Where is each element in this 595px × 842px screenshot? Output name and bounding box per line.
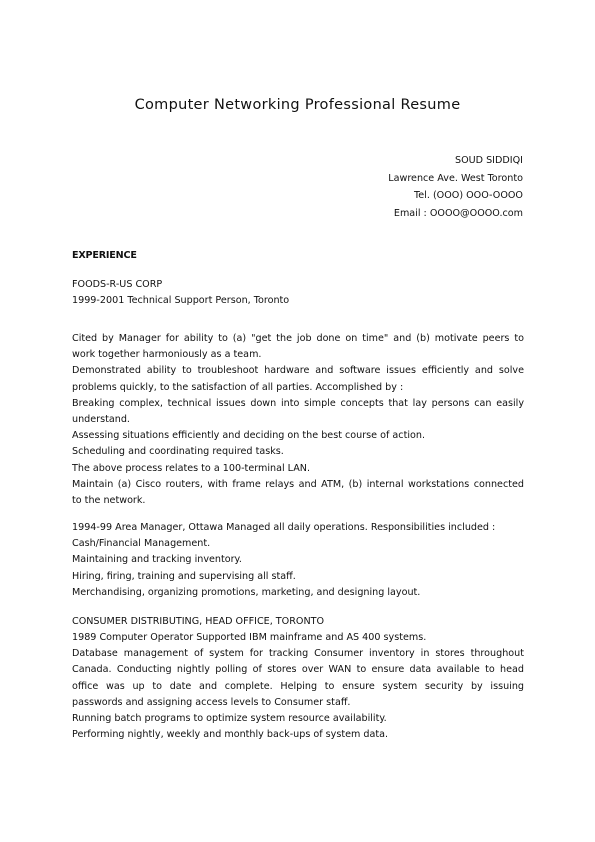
text-line: to the network. xyxy=(72,495,146,507)
ottawa-description xyxy=(72,520,524,601)
text-line: Assessing situations efficiently and deciding on the best course of action. xyxy=(72,430,426,442)
contact-name: SOUD SIDDIQI xyxy=(454,155,523,166)
text-line: understand. xyxy=(72,414,130,426)
text-line: 1994-99 Area Manager, Ottawa Managed all daily operations. Responsibilities included : xyxy=(72,522,496,533)
text-line: Cash/Financial Management. xyxy=(72,538,211,550)
text-line: Breaking complex, technical issues down into simple concepts that lay persons can easily xyxy=(72,397,524,409)
text-line: office was up to date and complete. Helping to ensure system security by issuing xyxy=(72,680,524,692)
text-line: Running batch programs to optimize system resource availability. xyxy=(72,713,387,725)
contact-block xyxy=(388,152,523,222)
consumer-company: CONSUMER DISTRIBUTING, HEAD OFFICE, TORONTO xyxy=(72,616,325,627)
text-line: The above process relates to a 100-terminal LAN. xyxy=(72,462,311,474)
text-line: Canada. Conducting nightly polling of stores over WAN to ensure data available to head xyxy=(72,664,524,676)
foods-description xyxy=(72,331,524,509)
text-line: Maintain (a) Cisco routers, with frame relays and ATM, (b) internal workstations connected xyxy=(72,478,524,490)
contact-address: Lawrence Ave. West Toronto xyxy=(388,172,523,184)
text-line: 1989 Computer Operator Supported IBM mainframe and AS 400 systems. xyxy=(72,632,427,643)
foods-company-block xyxy=(72,277,524,309)
text-line: Merchandising, organizing promotions, marketing, and designing layout. xyxy=(72,586,421,598)
page-title: Computer Networking Professional Resume xyxy=(134,97,461,113)
contact-phone: Tel. (OOO) OOO-OOOO xyxy=(414,190,523,202)
text-line: Database management of system for tracking Consumer inventory in stores throughout xyxy=(72,648,524,660)
text-line: Maintaining and tracking inventory. xyxy=(72,554,242,566)
text-line: Cited by Manager for ability to (a) "get the job done on time" and (b) motivate peers to xyxy=(72,333,524,344)
text-line: Scheduling and coordinating required tasks. xyxy=(72,446,284,458)
foods-role: 1999-2001 Technical Support Person, Toronto xyxy=(72,295,290,307)
consumer-company-block xyxy=(72,614,524,630)
contact-email: Email : OOOO@OOOO.com xyxy=(393,207,523,219)
text-line: Performing nightly, weekly and monthly back-ups of system data. xyxy=(72,729,389,741)
text-line: problems quickly, to the satisfaction of all parties. Accomplished by : xyxy=(72,381,404,393)
text-line: work together harmoniously as a team. xyxy=(72,349,262,361)
text-line: Demonstrated ability to troubleshoot hardware and software issues efficiently and solve xyxy=(72,365,524,377)
text-line: passwords and assigning access levels to Consumer staff. xyxy=(72,696,351,708)
foods-company: FOODS-R-US CORP xyxy=(72,279,163,290)
consumer-description xyxy=(72,630,524,743)
text-line: Hiring, firing, training and supervising all staff. xyxy=(72,570,296,582)
experience-heading: EXPERIENCE xyxy=(72,250,137,261)
